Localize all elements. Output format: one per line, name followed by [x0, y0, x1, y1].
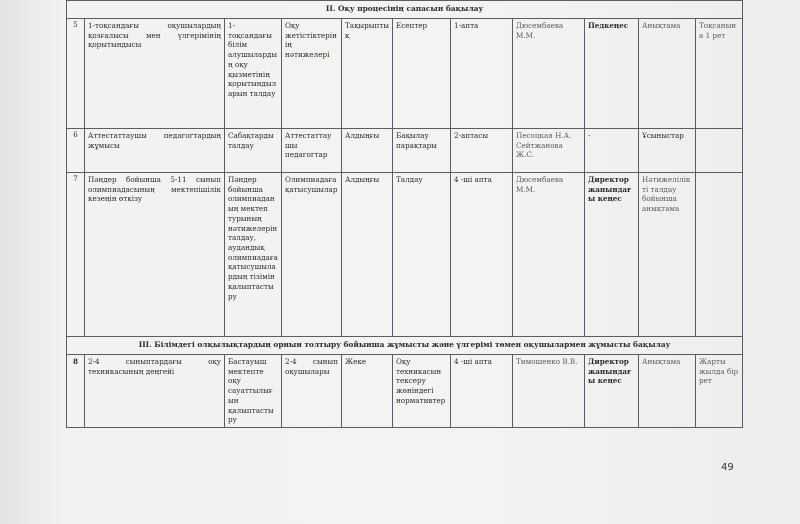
row-number: 8 [67, 355, 85, 428]
section-iii-header [67, 337, 743, 355]
cell-goal: Пәндер бойынша олимпиаданың мектеп турының нәтижелерін талдау, аудандық олимпиадаға қатысушылардың тізімін қалыптастыру [225, 173, 282, 337]
cell-review: Директор жанындағы кеңес [585, 173, 639, 337]
cell-control: Тоқсанына 1 рет [696, 19, 743, 129]
cell-review: Педкеңес [585, 19, 639, 129]
cell-time: 4 -ші апта [451, 173, 513, 337]
cell-responsible: Дюсембаева М.М. [513, 19, 585, 129]
cell-goal: Бастауыш мектепте оқу сауаттылығын қалыптастыру [225, 355, 282, 428]
control-plan-table [66, 0, 743, 428]
section-ii-title: II. Оқу процесінің сапасын бақылау [67, 1, 743, 19]
table-row [67, 355, 743, 428]
cell-time: 2-аптасы [451, 129, 513, 173]
table-row [67, 19, 743, 129]
cell-result: Анықтама [639, 19, 696, 129]
cell-object: Олимпиадаға қатысушылар [282, 173, 342, 337]
cell-method: Бақылау парақтары [393, 129, 451, 173]
cell-result: Ұсыныстар [639, 129, 696, 173]
cell-content: Аттестаттаушы педагогтардың жұмысы [85, 129, 225, 173]
cell-responsible: Песоцкая Н.А. Сейтжанова Ж.С. [513, 129, 585, 173]
row-number: 7 [67, 173, 85, 337]
cell-object: 2-4 сынып оқушылары [282, 355, 342, 428]
row-number: 6 [67, 129, 85, 173]
cell-time: 4 -ші апта [451, 355, 513, 428]
cell-object: Оқу жетістіктерінің нәтижелері [282, 19, 342, 129]
cell-review: - [585, 129, 639, 173]
cell-type: Жеке [342, 355, 393, 428]
cell-object: Аттестаттаушы педагогтар [282, 129, 342, 173]
cell-content: 1-тоқсандағы оқушылардың қозғалысы мен үлгерімінің қорытындысы [85, 19, 225, 129]
cell-type: Алдыңғы [342, 173, 393, 337]
table-row [67, 129, 743, 173]
cell-result: Нәтижелілікті талдау бойынша анықтама [639, 173, 696, 337]
cell-responsible: Тимошенко В.В. [513, 355, 585, 428]
cell-control [696, 129, 743, 173]
cell-time: 1-апта [451, 19, 513, 129]
cell-method: Есептер [393, 19, 451, 129]
cell-method: Оқу техникасын тексеру жөніндегі нормативтер [393, 355, 451, 428]
cell-review: Директор жанындағы кеңес [585, 355, 639, 428]
cell-content: Пәндер бойынша 5-11 сынып олимпиадасының мектепішілік кезеңін өткізу [85, 173, 225, 337]
table-row [67, 173, 743, 337]
cell-type: Тақырыптық [342, 19, 393, 129]
cell-goal: 1-тоқсандағы білім алушылардың оқу қызметінің қорытындыларын талдау [225, 19, 282, 129]
cell-control [696, 173, 743, 337]
cell-result: Анықтама [639, 355, 696, 428]
cell-goal: Сабақтарды талдау [225, 129, 282, 173]
cell-responsible: Дюсембаева М.М. [513, 173, 585, 337]
section-iii-title: III. Білімдегі олқылықтардың орнын толтыру бойынша жұмысты және үлгерімі төмен оқушылармен жұмысты бақылау [67, 337, 743, 355]
cell-control: Жарты жылда бір рет [696, 355, 743, 428]
page-number: 49 [721, 462, 734, 473]
cell-method: Талдау [393, 173, 451, 337]
row-number: 5 [67, 19, 85, 129]
section-ii-header [67, 1, 743, 19]
cell-content: 2-4 сыныптардағы оқу техникасының деңгейі [85, 355, 225, 428]
cell-type: Алдыңғы [342, 129, 393, 173]
